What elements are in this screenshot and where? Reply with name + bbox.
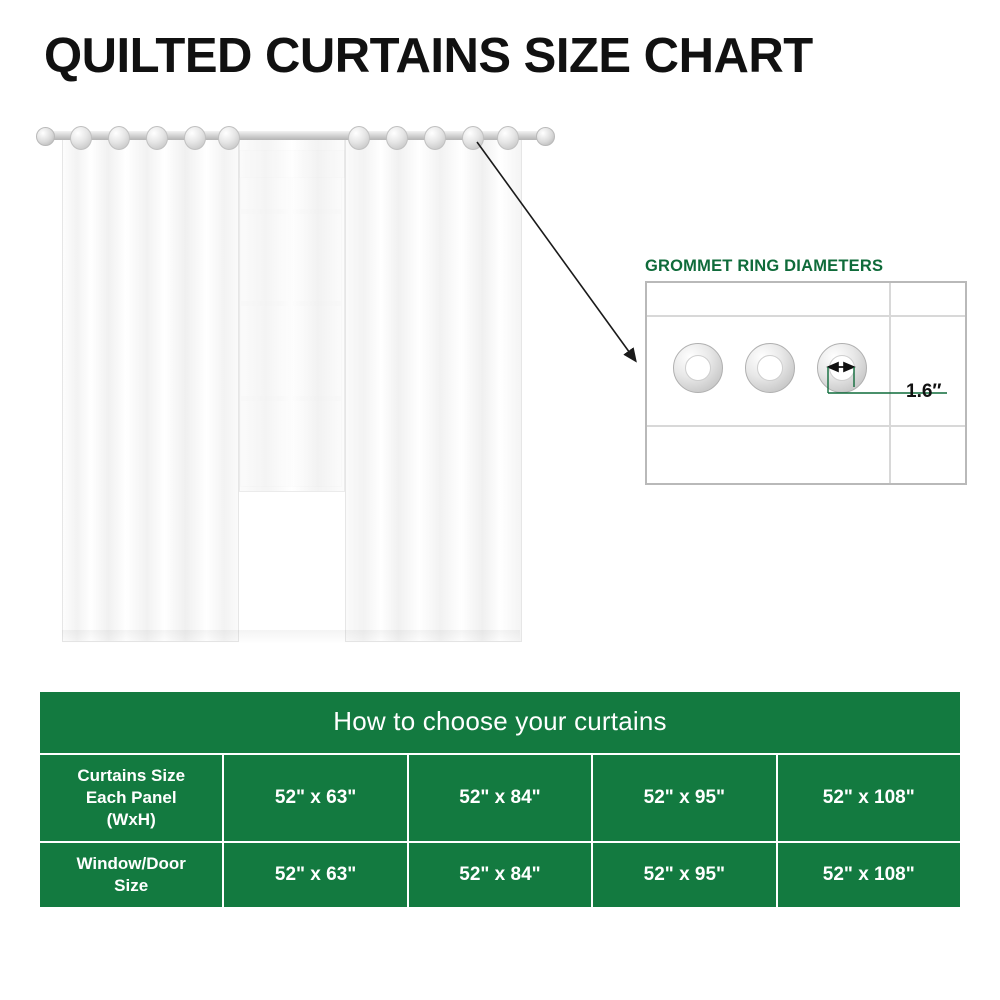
table-cell: 52" x 108"	[777, 842, 961, 908]
curtain-panel-left	[62, 136, 239, 642]
table-row	[39, 754, 961, 842]
table-cell: 52" x 95"	[592, 842, 776, 908]
table-header-row	[39, 691, 961, 754]
size-table	[38, 690, 962, 909]
grommet-icon	[497, 126, 519, 150]
grommet-icon	[386, 126, 408, 150]
table-row	[39, 842, 961, 908]
row-label-line: Window/Door	[76, 854, 186, 874]
grommet-icon	[424, 126, 446, 150]
grommet-icon	[108, 126, 130, 150]
table-header: How to choose your curtains	[39, 691, 961, 754]
row-label-line: Size	[114, 876, 149, 896]
grommet-icon	[184, 126, 206, 150]
rod-finial-left	[36, 127, 55, 146]
row-label-window-size	[39, 842, 223, 908]
row-label-line: Curtains Size	[77, 766, 186, 785]
rod-finial-right	[536, 127, 555, 146]
grommet-dimension-label: 1.6″	[906, 381, 942, 402]
curtain-panel-right	[345, 136, 522, 642]
grommet-icon	[218, 126, 240, 150]
grommet-icon	[146, 126, 168, 150]
table-cell: 52" x 63"	[223, 754, 407, 842]
table-cell: 52" x 108"	[777, 754, 961, 842]
row-label-line: Each Panel	[85, 788, 177, 808]
curtain-panel-sheer	[239, 136, 345, 492]
grommet-icon	[348, 126, 370, 150]
page-title: QUILTED CURTAINS SIZE CHART	[44, 29, 813, 83]
table-cell: 52" x 63"	[223, 842, 407, 908]
table-cell: 52" x 84"	[408, 754, 592, 842]
table-cell: 52" x 84"	[408, 842, 592, 908]
row-label-curtain-size	[39, 754, 223, 842]
table-cell: 52" x 95"	[592, 754, 776, 842]
panel-shadow	[62, 630, 520, 644]
row-label-line: (WxH)	[106, 810, 156, 830]
grommet-icon	[70, 126, 92, 150]
grommet-detail-title: GROMMET RING DIAMETERS	[645, 257, 884, 275]
grommet-icon	[462, 126, 484, 150]
